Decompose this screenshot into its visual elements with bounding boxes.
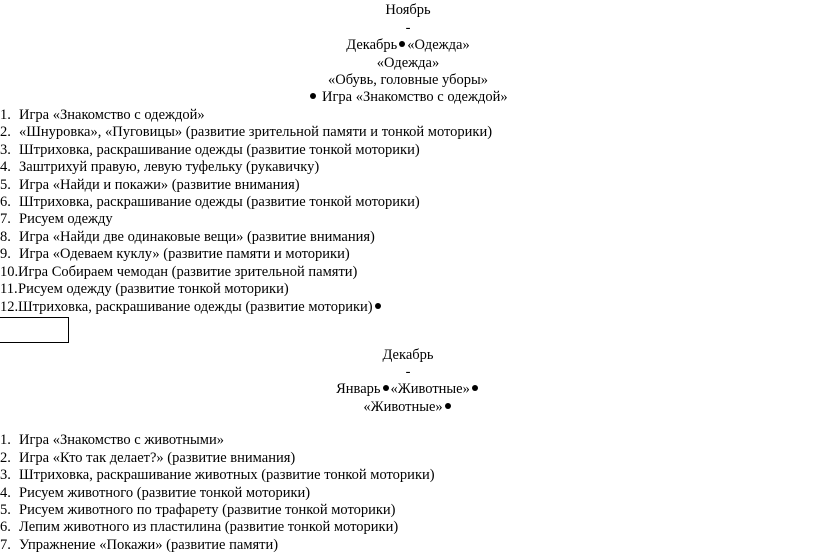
item-number: 5. (0, 502, 11, 518)
item-text: Рисуем одежду (развитие тонкой моторики) (18, 281, 289, 297)
section1-topic3: «Обувь, головные уборы» (328, 72, 488, 88)
item-text: Штриховка, раскрашивание животных (развитие тонкой моторики) (19, 467, 435, 483)
item-text: Игра «Найди и покажи» (развитие внимания) (19, 177, 300, 193)
list-item (0, 211, 113, 228)
section1-topic2: «Одежда» (376, 55, 440, 71)
section2-topic2: «Животные» (363, 399, 443, 415)
list-item (0, 264, 357, 281)
section1-game: Игра «Знакомство с одеждой» (321, 89, 508, 105)
item-number: 5. (0, 177, 11, 193)
list-item (0, 107, 205, 124)
item-number: 4. (0, 485, 11, 501)
section2-month-from: Декабрь (382, 347, 434, 363)
item-text: Штриховка, раскрашивание одежды (развитие тонкой моторики) (19, 194, 420, 210)
list-item (0, 142, 420, 159)
section2-topic1: «Животные» (390, 381, 470, 397)
item-number: 1. (0, 107, 11, 123)
item-text: Игра «Одеваем куклу» (развитие памяти и моторики) (19, 246, 350, 262)
bullet-icon (445, 403, 451, 409)
item-number: 1. (0, 432, 11, 448)
bullet-icon (399, 41, 405, 47)
section1-game-line (0, 89, 816, 106)
list-item (0, 229, 375, 246)
item-text: «Шнуровка», «Пуговицы» (развитие зрительной памяти и тонкой моторики) (19, 124, 493, 140)
list-item (0, 246, 350, 263)
item-text: Штриховка, раскрашивание одежды (развитие тонкой моторики) (19, 142, 420, 158)
list-item (0, 450, 295, 467)
bullet-icon (310, 93, 316, 99)
bullet-icon (375, 303, 381, 309)
list-item (0, 177, 300, 194)
section2-dash: - (405, 364, 411, 380)
list-item (0, 299, 383, 316)
item-text: Рисуем животного (развитие тонкой моторики) (19, 485, 311, 501)
list-item (0, 194, 420, 211)
section1-dash: - (405, 20, 411, 36)
item-number: 10. (0, 264, 19, 280)
item-number: 7. (0, 211, 11, 227)
list-item (0, 159, 319, 176)
bullet-icon (383, 385, 389, 391)
item-text: Лепим животного из пластилина (развитие тонкой моторики) (19, 519, 399, 535)
item-number: 6. (0, 519, 11, 535)
list-item (0, 537, 278, 554)
item-number: 8. (0, 229, 11, 245)
item-text: Игра «Кто так делает?» (развитие внимания) (19, 450, 296, 466)
item-number: 3. (0, 142, 11, 158)
list-item (0, 467, 435, 484)
item-text: Рисуем одежду (19, 211, 113, 227)
section1-month-to: Декабрь (346, 37, 398, 53)
list-item (0, 281, 289, 298)
item-text: Заштрихуй правую, левую туфельку (рукавичку) (19, 159, 320, 175)
item-number: 4. (0, 159, 11, 175)
item-number: 2. (0, 450, 11, 466)
item-text: Упражнение «Покажи» (развитие памяти) (19, 537, 279, 553)
section1-period-line (0, 37, 816, 54)
item-number: 3. (0, 467, 11, 483)
item-text: Рисуем животного по трафарету (развитие тонкой моторики) (19, 502, 396, 518)
section2-period-line (0, 381, 816, 398)
section2-topic2-line (0, 399, 816, 416)
empty-box (0, 317, 69, 343)
item-text: Игра «Знакомство с животными» (19, 432, 224, 448)
item-number: 2. (0, 124, 11, 140)
section2-month-to: Январь (336, 381, 381, 397)
item-number: 6. (0, 194, 11, 210)
item-number: 12. (0, 299, 19, 315)
item-number: 9. (0, 246, 11, 262)
item-text: Игра «Знакомство с одеждой» (19, 107, 205, 123)
item-text: Игра Собираем чемодан (развитие зрительной памяти) (18, 264, 358, 280)
section1-topic1: «Одежда» (407, 37, 470, 53)
bullet-icon (472, 385, 478, 391)
item-number: 11. (0, 281, 18, 297)
list-item (0, 432, 224, 449)
item-number: 7. (0, 537, 11, 553)
item-text: Игра «Найди две одинаковые вещи» (развитие внимания) (19, 229, 375, 245)
section1-month-from: Ноябрь (385, 2, 431, 18)
list-item (0, 502, 396, 519)
item-text: Штриховка, раскрашивание одежды (развитие моторики) (18, 299, 373, 315)
list-item (0, 485, 310, 502)
list-item (0, 124, 492, 141)
list-item (0, 519, 398, 536)
